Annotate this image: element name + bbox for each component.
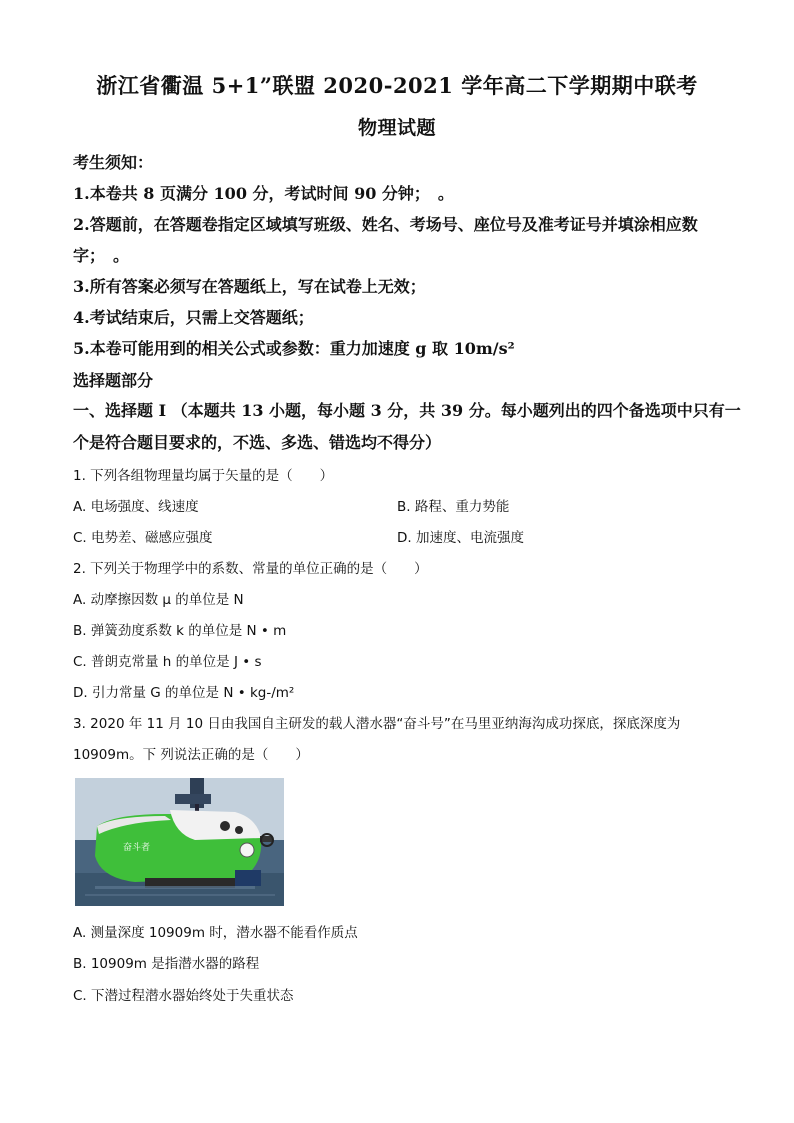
q3-stem-line1: 3. 2020 年 11 月 10 日由我国自主研发的载人潜水器“奋斗号”在马里亚纳海沟成功探底，探底深度为	[73, 716, 681, 732]
q2-option-a: A. 动摩擦因数 μ 的单位是 N	[73, 592, 244, 608]
q2-option-d: D. 引力常量 G 的单位是 N • kg-/m²	[73, 685, 295, 701]
notice-item-1: 1.本卷共 8 页满分 100 分，考试时间 90 分钟； 。	[73, 184, 454, 203]
q2-option-c: C. 普朗克常量 h 的单位是 J • s	[73, 654, 262, 670]
q2-option-b: B. 弹簧劲度系数 k 的单位是 N • m	[73, 623, 287, 639]
submersible-illustration	[75, 778, 284, 906]
notice-heading: 考生须知：	[73, 153, 154, 172]
notice-item-5: 5.本卷可能用到的相关公式或参数：重力加速度 g 取 10m/s²	[73, 339, 515, 358]
q1-option-b: B. 路程、重力势能	[397, 499, 510, 515]
q1-option-c: C. 电势差、磁感应强度	[73, 530, 213, 546]
section-heading-line1: 一、选择题 I （本题共 13 小题，每小题 3 分，共 39 分。每小题列出的四个备选项中只有一	[73, 401, 741, 420]
notice-item-3: 3.所有答案必须写在答题纸上，写在试卷上无效；	[73, 277, 426, 296]
q3-stem-line2: 10909m。下 列说法正确的是（ ）	[73, 747, 309, 763]
section-heading-line2: 个是符合题目要求的，不选、多选、错选均不得分）	[73, 433, 442, 452]
q2-stem: 2. 下列关于物理学中的系数、常量的单位正确的是（ ）	[73, 561, 428, 577]
q3-option-c: C. 下潜过程潜水器始终处于失重状态	[73, 988, 294, 1004]
q1-option-a: A. 电场强度、线速度	[73, 499, 199, 515]
q3-option-b: B. 10909m 是指潜水器的路程	[73, 956, 260, 972]
exam-title: 浙江省衢温 5+1”联盟 2020-2021 学年高二下学期期中联考	[96, 73, 698, 98]
submersible-photo	[75, 778, 284, 906]
q1-option-d: D. 加速度、电流强度	[397, 530, 524, 546]
hull-label: 奋斗者	[123, 843, 151, 853]
section-part-label: 选择题部分	[73, 371, 154, 390]
q1-stem: 1. 下列各组物理量均属于矢量的是（ ）	[73, 468, 334, 484]
notice-item-2-cont: 字； 。	[73, 246, 130, 265]
notice-item-4: 4.考试结束后，只需上交答题纸；	[73, 308, 314, 327]
exam-subtitle: 物理试题	[357, 117, 436, 139]
notice-item-2: 2.答题前，在答题卷指定区域填写班级、姓名、考场号、座位号及准考证号并填涂相应数	[73, 215, 698, 234]
q3-option-a: A. 测量深度 10909m 时，潜水器不能看作质点	[73, 925, 358, 941]
